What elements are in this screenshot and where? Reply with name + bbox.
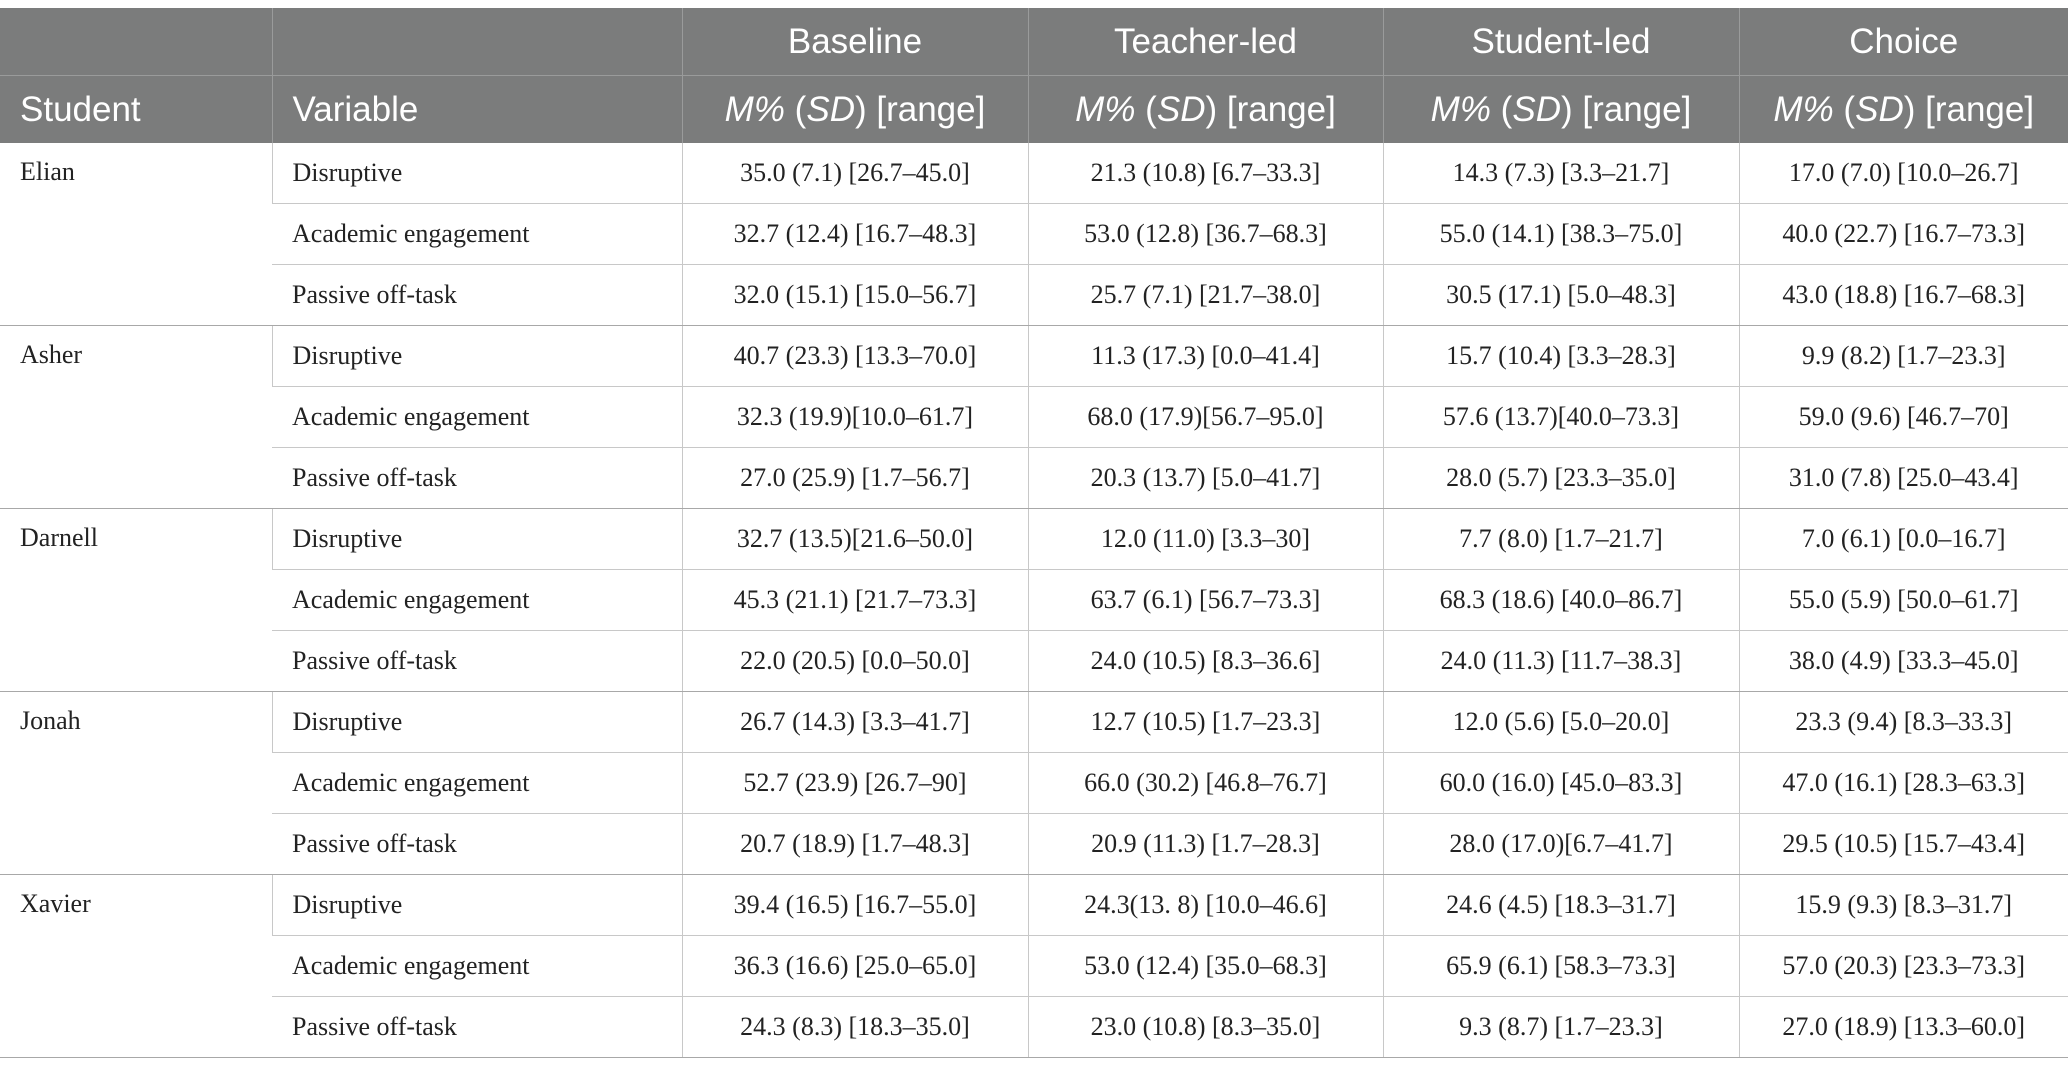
variable-name: Disruptive (272, 692, 682, 753)
table-row (0, 387, 2068, 448)
table-row (0, 265, 2068, 326)
value-cell: 25.7 (7.1) [21.7–38.0] (1028, 265, 1383, 326)
variable-name: Passive off-task (272, 997, 682, 1058)
table-row (0, 448, 2068, 509)
student-name: Elian (0, 143, 272, 326)
value-cell: 12.0 (5.6) [5.0–20.0] (1383, 692, 1739, 753)
header-row-conditions (0, 8, 2068, 76)
value-cell: 57.6 (13.7)[40.0–73.3] (1383, 387, 1739, 448)
value-cell: 52.7 (23.9) [26.7–90] (682, 753, 1028, 814)
value-cell: 66.0 (30.2) [46.8–76.7] (1028, 753, 1383, 814)
value-cell: 7.0 (6.1) [0.0–16.7] (1739, 509, 2068, 570)
header-condition-baseline: Baseline (682, 8, 1028, 76)
variable-name: Passive off-task (272, 814, 682, 875)
value-cell: 11.3 (17.3) [0.0–41.4] (1028, 326, 1383, 387)
value-cell: 65.9 (6.1) [58.3–73.3] (1383, 936, 1739, 997)
value-cell: 39.4 (16.5) [16.7–55.0] (682, 875, 1028, 936)
stat-open-paren: ( (1135, 89, 1157, 129)
stat-open-paren: ( (1490, 89, 1513, 129)
value-cell: 30.5 (17.1) [5.0–48.3] (1383, 265, 1739, 326)
value-cell: 40.0 (22.7) [16.7–73.3] (1739, 204, 2068, 265)
value-cell: 9.9 (8.2) [1.7–23.3] (1739, 326, 2068, 387)
value-cell: 14.3 (7.3) [3.3–21.7] (1383, 143, 1739, 204)
value-cell: 53.0 (12.8) [36.7–68.3] (1028, 204, 1383, 265)
table-row (0, 997, 2068, 1058)
header-stat-student-led (1383, 76, 1739, 144)
table-row (0, 814, 2068, 875)
value-cell: 27.0 (25.9) [1.7–56.7] (682, 448, 1028, 509)
table-row (0, 631, 2068, 692)
table-row (0, 143, 2068, 204)
value-cell: 20.7 (18.9) [1.7–48.3] (682, 814, 1028, 875)
value-cell: 24.0 (10.5) [8.3–36.6] (1028, 631, 1383, 692)
value-cell: 57.0 (20.3) [23.3–73.3] (1739, 936, 2068, 997)
value-cell: 47.0 (16.1) [28.3–63.3] (1739, 753, 2068, 814)
variable-name: Disruptive (272, 326, 682, 387)
value-cell: 32.7 (12.4) [16.7–48.3] (682, 204, 1028, 265)
value-cell: 23.0 (10.8) [8.3–35.0] (1028, 997, 1383, 1058)
value-cell: 20.3 (13.7) [5.0–41.7] (1028, 448, 1383, 509)
table-row (0, 936, 2068, 997)
header-condition-student-led: Student-led (1383, 8, 1739, 76)
variable-name: Disruptive (272, 509, 682, 570)
table-row (0, 326, 2068, 387)
value-cell: 15.7 (10.4) [3.3–28.3] (1383, 326, 1739, 387)
value-cell: 15.9 (9.3) [8.3–31.7] (1739, 875, 2068, 936)
value-cell: 45.3 (21.1) [21.7–73.3] (682, 570, 1028, 631)
header-condition-choice: Choice (1739, 8, 2068, 76)
value-cell: 31.0 (7.8) [25.0–43.4] (1739, 448, 2068, 509)
value-cell: 7.7 (8.0) [1.7–21.7] (1383, 509, 1739, 570)
student-name: Xavier (0, 875, 272, 1058)
stat-open-paren: ( (784, 89, 807, 129)
value-cell: 28.0 (17.0)[6.7–41.7] (1383, 814, 1739, 875)
value-cell: 60.0 (16.0) [45.0–83.3] (1383, 753, 1739, 814)
value-cell: 24.3(13. 8) [10.0–46.6] (1028, 875, 1383, 936)
value-cell: 9.3 (8.7) [1.7–23.3] (1383, 997, 1739, 1058)
student-name: Darnell (0, 509, 272, 692)
table-row (0, 875, 2068, 936)
variable-name: Academic engagement (272, 570, 682, 631)
stat-range-label: ) [range] (1560, 89, 1692, 129)
stat-mean-label: M% (1075, 89, 1136, 129)
value-cell: 32.3 (19.9)[10.0–61.7] (682, 387, 1028, 448)
value-cell: 55.0 (14.1) [38.3–75.0] (1383, 204, 1739, 265)
value-cell: 22.0 (20.5) [0.0–50.0] (682, 631, 1028, 692)
table-row (0, 204, 2068, 265)
variable-name: Academic engagement (272, 936, 682, 997)
value-cell: 68.3 (18.6) [40.0–86.7] (1383, 570, 1739, 631)
header-stat-baseline (682, 76, 1028, 144)
student-name: Asher (0, 326, 272, 509)
value-cell: 68.0 (17.9)[56.7–95.0] (1028, 387, 1383, 448)
student-name: Jonah (0, 692, 272, 875)
variable-name: Disruptive (272, 875, 682, 936)
variable-name: Passive off-task (272, 265, 682, 326)
table-body (0, 143, 2068, 1058)
stat-range-label: ) [range] (1903, 89, 2035, 129)
value-cell: 20.9 (11.3) [1.7–28.3] (1028, 814, 1383, 875)
value-cell: 29.5 (10.5) [15.7–43.4] (1739, 814, 2068, 875)
value-cell: 21.3 (10.8) [6.7–33.3] (1028, 143, 1383, 204)
header-blank-cell (272, 8, 682, 76)
stat-mean-label: M% (1773, 89, 1834, 129)
table-header (0, 8, 2068, 143)
stat-sd-label: SD (1855, 89, 1904, 129)
value-cell: 23.3 (9.4) [8.3–33.3] (1739, 692, 2068, 753)
value-cell: 43.0 (18.8) [16.7–68.3] (1739, 265, 2068, 326)
header-variable: Variable (272, 76, 682, 144)
value-cell: 32.7 (13.5)[21.6–50.0] (682, 509, 1028, 570)
value-cell: 12.0 (11.0) [3.3–30] (1028, 509, 1383, 570)
value-cell: 28.0 (5.7) [23.3–35.0] (1383, 448, 1739, 509)
header-condition-teacher-led: Teacher-led (1028, 8, 1383, 76)
header-stat-teacher-led (1028, 76, 1383, 144)
stat-mean-label: M% (724, 89, 785, 129)
value-cell: 55.0 (5.9) [50.0–61.7] (1739, 570, 2068, 631)
header-student: Student (0, 76, 272, 144)
header-blank-cell (0, 8, 272, 76)
value-cell: 24.6 (4.5) [18.3–31.7] (1383, 875, 1739, 936)
value-cell: 24.0 (11.3) [11.7–38.3] (1383, 631, 1739, 692)
stat-sd-label: SD (1512, 89, 1561, 129)
value-cell: 17.0 (7.0) [10.0–26.7] (1739, 143, 2068, 204)
value-cell: 63.7 (6.1) [56.7–73.3] (1028, 570, 1383, 631)
header-stat-choice (1739, 76, 2068, 144)
value-cell: 40.7 (23.3) [13.3–70.0] (682, 326, 1028, 387)
value-cell: 38.0 (4.9) [33.3–45.0] (1739, 631, 2068, 692)
value-cell: 12.7 (10.5) [1.7–23.3] (1028, 692, 1383, 753)
table-row (0, 509, 2068, 570)
value-cell: 36.3 (16.6) [25.0–65.0] (682, 936, 1028, 997)
value-cell: 24.3 (8.3) [18.3–35.0] (682, 997, 1028, 1058)
value-cell: 32.0 (15.1) [15.0–56.7] (682, 265, 1028, 326)
stat-mean-label: M% (1430, 89, 1491, 129)
table-row (0, 570, 2068, 631)
variable-name: Academic engagement (272, 753, 682, 814)
header-row-labels (0, 76, 2068, 144)
variable-name: Disruptive (272, 143, 682, 204)
variable-name: Academic engagement (272, 387, 682, 448)
table-row (0, 753, 2068, 814)
stat-range-label: ) [range] (854, 89, 986, 129)
stat-range-label: ) [range] (1205, 89, 1336, 129)
value-cell: 53.0 (12.4) [35.0–68.3] (1028, 936, 1383, 997)
stat-open-paren: ( (1833, 89, 1856, 129)
results-table (0, 8, 2068, 1058)
stat-sd-label: SD (1156, 89, 1206, 129)
value-cell: 59.0 (9.6) [46.7–70] (1739, 387, 2068, 448)
variable-name: Passive off-task (272, 448, 682, 509)
value-cell: 26.7 (14.3) [3.3–41.7] (682, 692, 1028, 753)
value-cell: 35.0 (7.1) [26.7–45.0] (682, 143, 1028, 204)
stat-sd-label: SD (806, 89, 855, 129)
variable-name: Academic engagement (272, 204, 682, 265)
table-row (0, 692, 2068, 753)
variable-name: Passive off-task (272, 631, 682, 692)
value-cell: 27.0 (18.9) [13.3–60.0] (1739, 997, 2068, 1058)
